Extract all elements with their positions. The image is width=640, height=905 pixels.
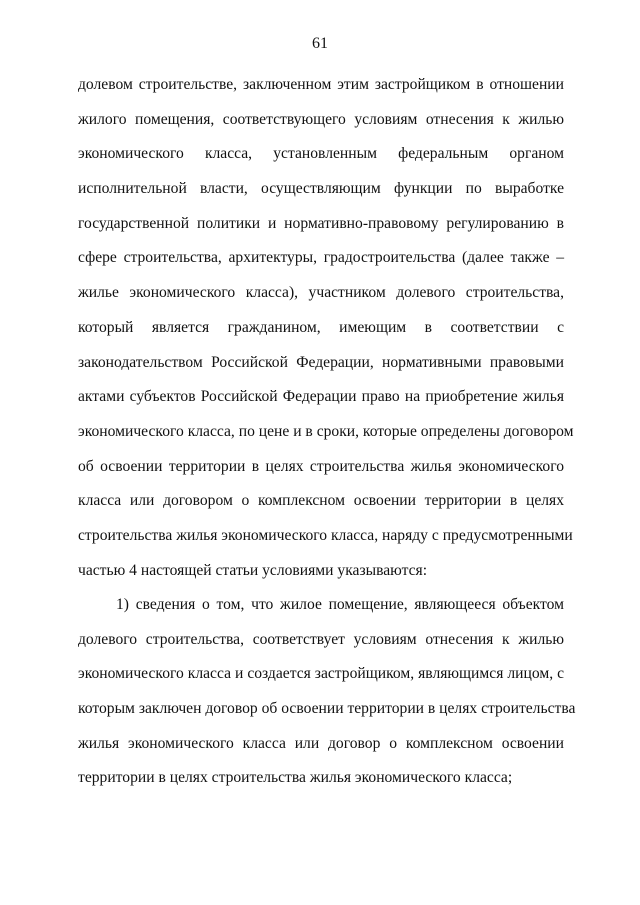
text-line: территории в целях строительства жилья экономического класса; (78, 769, 513, 787)
text-line: которым заключен договор об освоении территории в целях строительства (78, 700, 576, 718)
text-line: экономического класса и создается застройщиком, являющимся лицом, с (78, 665, 564, 683)
text-line: класса или договором о комплексном освоении территории в целях (78, 492, 564, 510)
text-line: актами субъектов Российской Федерации право на приобретение жилья (78, 388, 564, 406)
text-line: экономического класса, по цене и в сроки, которые определены договором (78, 422, 574, 440)
text-line: государственной политики и нормативно-правовому регулированию в (78, 214, 564, 232)
paragraph-item-1 (78, 588, 576, 796)
text-line: жилья экономического класса или договор о комплексном освоении (78, 734, 564, 752)
text-line: частью 4 настоящей статьи условиями указываются: (78, 561, 428, 579)
text-line: экономического класса, установленным федеральным органом (78, 145, 564, 163)
paragraph-main (78, 68, 574, 588)
text-line: об освоении территории в целях строительства жилья экономического (78, 457, 564, 475)
text-line: сфере строительства, архитектуры, градостроительства (далее также – (78, 249, 564, 267)
text-line: долевого строительства, соответствует условиям отнесения к жилью (78, 630, 564, 648)
text-line: жилье экономического класса), участником долевого строительства, (78, 284, 564, 302)
page-number: 61 (312, 35, 328, 52)
text-line: исполнительной власти, осуществляющим функции по выработке (78, 180, 564, 198)
text-line: 1) сведения о том, что жилое помещение, являющееся объектом (116, 596, 564, 613)
text-line: строительства жилья экономического класса, наряду с предусмотренными (78, 526, 573, 544)
text-line: законодательством Российской Федерации, нормативными правовыми (78, 353, 564, 371)
text-line: который является гражданином, имеющим в соответствии с (78, 318, 564, 336)
text-line: жилого помещения, соответствующего условиям отнесения к жилью (78, 110, 564, 128)
text-line: долевом строительстве, заключенном этим застройщиком в отношении (78, 76, 564, 93)
